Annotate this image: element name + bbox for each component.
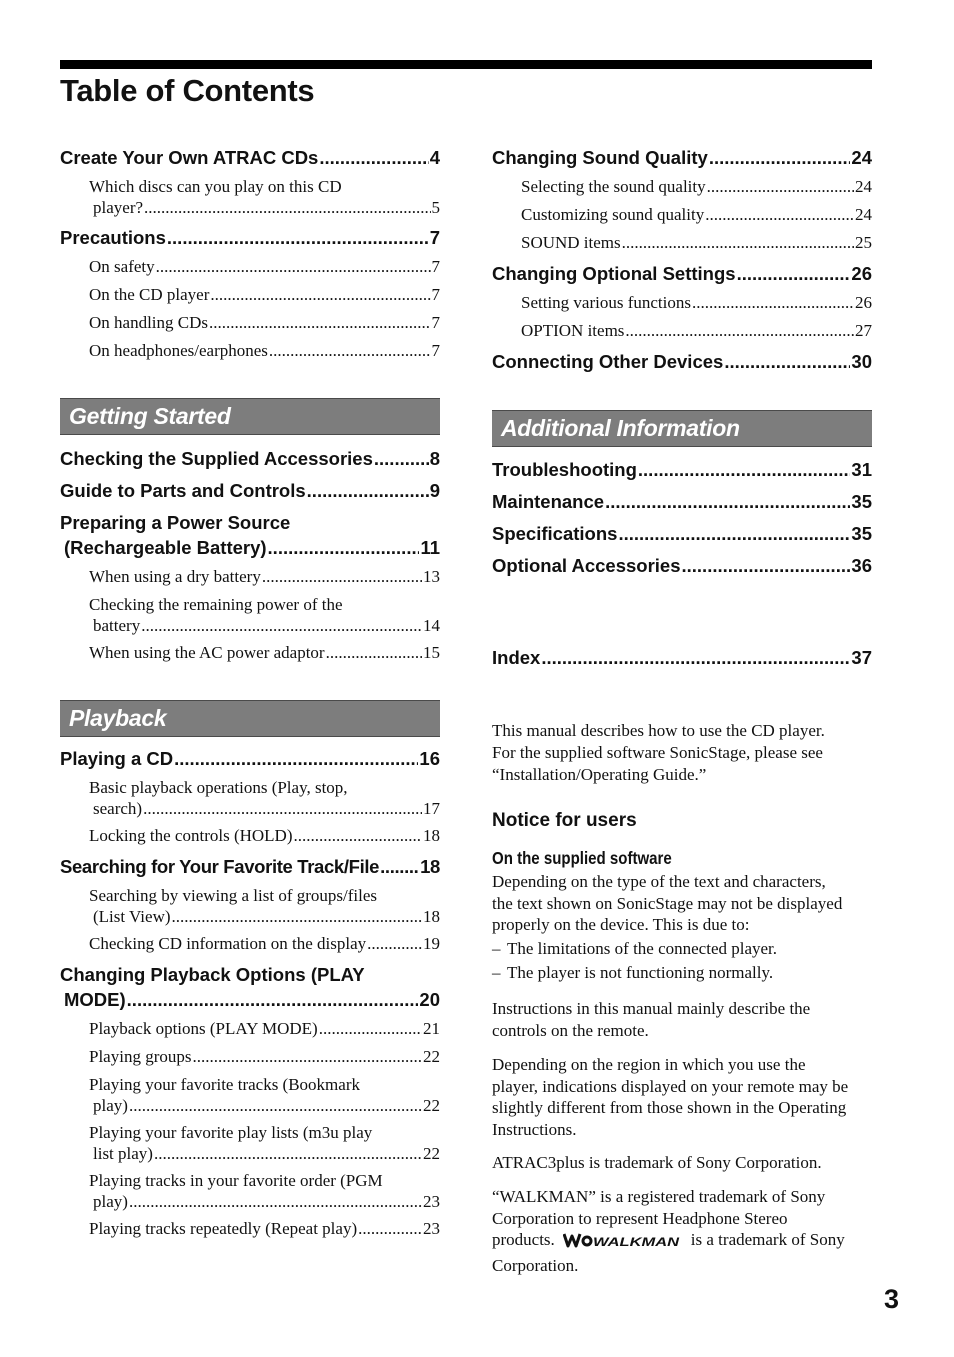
toc-entry-page: 11	[420, 537, 440, 558]
toc-subentry-title: Playing your favorite tracks (Bookmark	[89, 1075, 360, 1094]
toc-entry-page: 35	[851, 491, 872, 512]
toc-entry-title: Searching for Your Favorite Track/File	[60, 856, 380, 877]
toc-subentry-title-cont: (List View)	[93, 907, 171, 926]
toc-subentry-page: 22	[423, 1144, 440, 1163]
toc-entry-page: 31	[851, 459, 872, 480]
toc-entry[interactable]	[492, 457, 872, 482]
toc-subentry-page: 7	[431, 285, 440, 304]
toc-subentry[interactable]	[492, 320, 872, 342]
toc-subentry-page: 24	[855, 177, 872, 196]
dash-bullet: –	[492, 963, 501, 982]
toc-subentry-title: Checking CD information on the display	[89, 934, 367, 953]
intro-line: This manual describes how to use the CD player.	[492, 721, 825, 740]
toc-subentry[interactable]	[60, 594, 440, 636]
notice-line: controls on the remote.	[492, 1020, 649, 1040]
toc-entry-title-cont: MODE)	[64, 989, 126, 1010]
toc-subentry-title: Playback options (PLAY MODE)	[89, 1019, 318, 1038]
toc-entry-page: 36	[851, 555, 872, 576]
notice-line: Corporation.	[492, 1255, 579, 1275]
toc-subentry-page: 26	[855, 293, 872, 312]
notice-line: Instructions in this manual mainly describe the	[492, 999, 811, 1018]
toc-subentry[interactable]	[60, 1218, 440, 1240]
toc-entry[interactable]	[60, 446, 440, 471]
toc-subentry-title: On headphones/earphones	[89, 341, 268, 360]
toc-subentry-title: Playing tracks repeatedly (Repeat play)	[89, 1219, 358, 1238]
toc-subentry-page: 23	[423, 1192, 440, 1211]
toc-entry-title: Changing Optional Settings	[492, 263, 736, 284]
toc-subentry-title: Checking the remaining power of the	[89, 595, 343, 614]
notice-line: Depending on the type of the text and characters,	[492, 872, 826, 891]
toc-subentry-page: 22	[423, 1096, 440, 1115]
toc-entry-title: Connecting Other Devices	[492, 351, 724, 372]
toc-subentry-page: 18	[423, 826, 440, 845]
toc-subentry-page: 15	[423, 643, 440, 662]
toc-entry-title: Guide to Parts and Controls	[60, 480, 306, 501]
notice-line: Instructions.	[492, 1119, 577, 1139]
toc-entry-title: Maintenance	[492, 491, 605, 512]
toc-subentry-page: 21	[423, 1019, 440, 1038]
toc-entry[interactable]	[492, 349, 872, 374]
notice-line: “WALKMAN” is a registered trademark of Sony	[492, 1187, 826, 1206]
walkman-logo-icon	[563, 1231, 681, 1255]
intro-line: For the supplied software SonicStage, please see	[492, 743, 823, 762]
toc-subentry[interactable]	[60, 777, 440, 819]
toc-subentry-title: Searching by viewing a list of groups/files	[89, 886, 378, 905]
toc-subentry-title: On handling CDs	[89, 313, 208, 332]
toc-entry[interactable]	[492, 145, 872, 170]
notice-line: Depending on the region in which you use the	[492, 1055, 806, 1074]
toc-subentry-title: Setting various functions	[521, 293, 691, 312]
toc-entry-title: Checking the Supplied Accessories	[60, 448, 373, 469]
toc-entry-title: Troubleshooting	[492, 459, 637, 480]
page-number: 3	[884, 1284, 900, 1314]
toc-entry[interactable]	[60, 510, 440, 560]
toc-subentry-page: 25	[855, 233, 872, 252]
toc-entry-page: 8	[429, 448, 440, 469]
notice-title: Notice for users	[492, 810, 637, 831]
toc-entry[interactable]	[60, 962, 440, 1012]
toc-entry-title-cont: (Rechargeable Battery)	[64, 537, 267, 558]
dash-bullet: –	[492, 938, 501, 958]
toc-subentry[interactable]	[60, 256, 440, 278]
toc-subentry[interactable]	[60, 1018, 440, 1040]
toc-subentry-title-cont: play)	[93, 1096, 128, 1115]
toc-subentry-page: 14	[423, 616, 440, 635]
toc-entry-title: Changing Sound Quality	[492, 147, 708, 168]
toc-subentry[interactable]	[60, 1074, 440, 1116]
toc-entry-page: 16	[419, 748, 440, 769]
toc-subentry[interactable]	[492, 204, 872, 226]
toc-right-column	[492, 145, 872, 670]
section-banner-additional-information: Additional Information	[492, 410, 872, 447]
toc-entry-page: 9	[429, 480, 440, 501]
toc-subentry-title: On the CD player	[89, 285, 210, 304]
toc-entry[interactable]	[60, 225, 440, 250]
toc-left-column	[60, 145, 440, 1240]
toc-subentry-title: Playing your favorite play lists (m3u play	[89, 1123, 373, 1142]
toc-subentry[interactable]	[60, 340, 440, 362]
toc-subentry[interactable]	[492, 292, 872, 314]
toc-entry-title: Preparing a Power Source	[60, 512, 291, 533]
toc-subentry-page: 19	[423, 934, 440, 953]
notice-text: is a trademark of Sony	[690, 1230, 845, 1249]
notice-list-item	[492, 938, 882, 960]
notice-text: products.	[492, 1230, 555, 1249]
toc-subentry[interactable]	[60, 885, 440, 927]
toc-entry-page: 35	[851, 523, 872, 544]
page-title: Table of Contents	[60, 73, 315, 108]
toc-subentry-page: 5	[431, 198, 440, 217]
toc-entry-title: Specifications	[492, 523, 618, 544]
toc-entry[interactable]	[60, 145, 440, 170]
toc-entry-page: 24	[851, 147, 872, 168]
toc-subentry-title: SOUND items	[521, 233, 621, 252]
toc-subentry-title: When using a dry battery	[89, 567, 261, 586]
toc-subentry[interactable]	[60, 933, 440, 955]
notice-line: ATRAC3plus is trademark of Sony Corporation.	[492, 1153, 822, 1172]
toc-subentry-page: 7	[431, 257, 440, 276]
toc-subentry[interactable]	[60, 176, 440, 218]
notice-paragraph	[492, 871, 882, 984]
toc-subentry-title: OPTION items	[521, 321, 625, 340]
toc-subentry-title-cont: list play)	[93, 1144, 153, 1163]
toc-subentry-title: Playing tracks in your favorite order (PGM	[89, 1171, 383, 1190]
toc-subentry[interactable]	[492, 232, 872, 254]
notice-subtitle: On the supplied software	[492, 848, 672, 868]
toc-subentry-title: Playing groups	[89, 1047, 192, 1066]
toc-entry[interactable]	[492, 261, 872, 286]
notice-list-text: The player is not functioning normally.	[507, 963, 774, 982]
notice-line: Corporation to represent Headphone Stereo	[492, 1208, 788, 1228]
toc-subentry-title: Basic playback operations (Play, stop,	[89, 778, 348, 797]
notice-list-item	[492, 962, 882, 984]
notice-paragraph	[492, 1152, 882, 1174]
toc-entry-title: Playing a CD	[60, 748, 174, 769]
toc-entry[interactable]	[60, 854, 440, 879]
toc-subentry-page: 7	[431, 313, 440, 332]
notice-paragraph	[492, 1054, 882, 1140]
toc-entry[interactable]	[60, 478, 440, 503]
intro-text	[492, 720, 882, 786]
toc-subentry-title-cont: battery	[93, 616, 141, 635]
toc-subentry-title: On safety	[89, 257, 155, 276]
toc-subentry[interactable]	[492, 176, 872, 198]
toc-entry-page: 30	[851, 351, 872, 372]
toc-subentry[interactable]	[60, 825, 440, 847]
toc-entry[interactable]	[492, 521, 872, 546]
toc-subentry-title: When using the AC power adaptor	[89, 643, 325, 662]
toc-subentry-page: 13	[423, 567, 440, 586]
toc-subentry-title: Locking the controls (HOLD)	[89, 826, 293, 845]
notice-line	[492, 1229, 882, 1255]
notice-line: the text shown on SonicStage may not be displayed	[492, 893, 843, 913]
toc-subentry[interactable]	[60, 284, 440, 306]
toc-subentry-title: Which discs can you play on this CD	[89, 177, 342, 196]
notice-line: player, indications displayed on your remote may be	[492, 1076, 849, 1096]
toc-subentry-page: 24	[855, 205, 872, 224]
toc-subentry-title: Selecting the sound quality	[521, 177, 706, 196]
notice-paragraph	[492, 1186, 882, 1276]
toc-subentry[interactable]	[60, 1170, 440, 1212]
toc-subentry-title-cont: search)	[93, 799, 143, 818]
toc-entry-index[interactable]	[492, 645, 872, 670]
toc-entry-page: 20	[419, 989, 440, 1010]
toc-entry-title: Changing Playback Options (PLAY	[60, 964, 365, 985]
notice-line: properly on the device. This is due to:	[492, 915, 750, 934]
toc-subentry-page: 18	[423, 907, 440, 926]
toc-subentry-page: 22	[423, 1047, 440, 1066]
toc-subentry-title-cont: play)	[93, 1192, 128, 1211]
toc-entry-title: Optional Accessories	[492, 555, 681, 576]
toc-entry[interactable]	[492, 489, 872, 514]
notice-paragraph	[492, 998, 882, 1041]
toc-subentry[interactable]	[60, 312, 440, 334]
toc-subentry-page: 7	[431, 341, 440, 360]
toc-entry-page: 18	[420, 856, 440, 877]
toc-subentry-title-cont: player?	[93, 198, 144, 217]
section-banner-playback: Playback	[60, 700, 440, 737]
svg-text:WALKMAN: WALKMAN	[592, 1235, 680, 1249]
notice-line: slightly different from those shown in the Operating	[492, 1098, 847, 1117]
toc-entry-page: 4	[429, 147, 440, 168]
toc-entry-page: 37	[851, 647, 872, 668]
toc-entry[interactable]	[492, 553, 872, 578]
toc-entry[interactable]	[60, 746, 440, 771]
section-banner-getting-started: Getting Started	[60, 398, 440, 435]
toc-subentry-title: Customizing sound quality	[521, 205, 705, 224]
toc-entry-title: Create Your Own ATRAC CDs	[60, 147, 319, 168]
toc-subentry-page: 17	[423, 799, 440, 818]
notice-list-text: The limitations of the connected player.	[507, 938, 778, 958]
toc-subentry-page: 23	[423, 1219, 440, 1238]
toc-subentry[interactable]	[60, 1046, 440, 1068]
toc-subentry[interactable]	[60, 1122, 440, 1164]
toc-subentry[interactable]	[60, 642, 440, 664]
intro-line: “Installation/Operating Guide.”	[492, 765, 707, 784]
toc-subentry[interactable]	[60, 566, 440, 588]
top-rule	[60, 60, 872, 69]
toc-entry-page: 7	[429, 227, 440, 248]
toc-entry-title: Index	[492, 647, 541, 668]
toc-subentry-page: 27	[855, 321, 872, 340]
toc-entry-title: Precautions	[60, 227, 166, 248]
toc-entry-page: 26	[851, 263, 872, 284]
